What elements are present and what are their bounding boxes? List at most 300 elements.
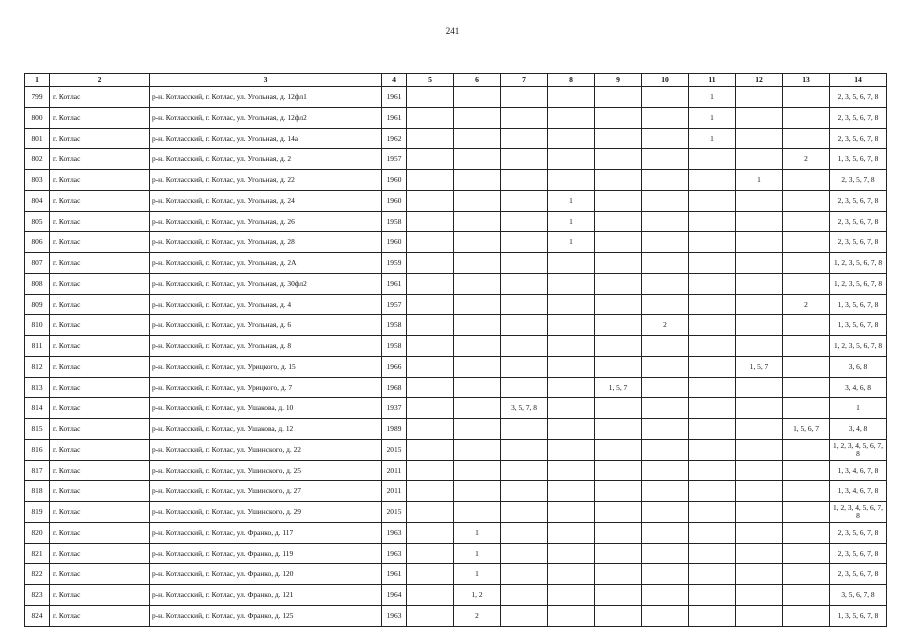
table-cell-col-9	[595, 605, 642, 626]
table-row	[25, 439, 887, 460]
table-cell-col-10	[642, 605, 689, 626]
table-cell-col-14: 1, 2, 3, 4, 5, 6, 7, 8	[830, 439, 887, 460]
table-cell-col-8: 1	[548, 232, 595, 253]
table-cell-col-11	[689, 170, 736, 191]
table-cell-col-4: 1960	[382, 232, 407, 253]
table-cell-col-14: 2, 3, 5, 6, 7, 8	[830, 522, 887, 543]
table-cell-col-5	[407, 398, 454, 419]
table-cell-col-9	[595, 190, 642, 211]
table-cell-col-11	[689, 605, 736, 626]
table-cell-col-8	[548, 522, 595, 543]
table-cell-col-7: 3, 5, 7, 8	[501, 398, 548, 419]
table-cell-col-10: 2	[642, 315, 689, 336]
table-cell-col-3: р-н. Котласский, г. Котлас, ул. Угольная, д. 12фл1	[150, 87, 382, 108]
column-header-8: 8	[548, 74, 595, 87]
table-cell-col-11	[689, 253, 736, 274]
table-cell-col-7	[501, 107, 548, 128]
table-cell-col-8	[548, 294, 595, 315]
table-cell-col-10	[642, 128, 689, 149]
table-cell-col-7	[501, 564, 548, 585]
table-cell-col-11	[689, 377, 736, 398]
table-cell-col-14: 2, 3, 5, 6, 7, 8	[830, 564, 887, 585]
table-cell-col-12	[736, 564, 783, 585]
table-cell-col-1: 811	[25, 336, 50, 357]
table-cell-col-4: 1960	[382, 190, 407, 211]
table-row	[25, 543, 887, 564]
table-cell-col-11: 1	[689, 107, 736, 128]
table-cell-col-10	[642, 377, 689, 398]
table-cell-col-8	[548, 107, 595, 128]
table-cell-col-2: г. Котлас	[50, 128, 150, 149]
table-cell-col-8	[548, 502, 595, 523]
register-table-wrapper	[24, 73, 886, 627]
table-cell-col-6	[454, 315, 501, 336]
column-header-12: 12	[736, 74, 783, 87]
table-cell-col-10	[642, 564, 689, 585]
table-cell-col-13	[783, 377, 830, 398]
table-cell-col-10	[642, 543, 689, 564]
table-row	[25, 294, 887, 315]
table-cell-col-7	[501, 232, 548, 253]
table-cell-col-9	[595, 481, 642, 502]
table-cell-col-7	[501, 543, 548, 564]
table-cell-col-9	[595, 232, 642, 253]
table-cell-col-1: 801	[25, 128, 50, 149]
table-cell-col-6	[454, 419, 501, 440]
table-cell-col-1: 807	[25, 253, 50, 274]
table-cell-col-1: 803	[25, 170, 50, 191]
table-header-row	[25, 74, 887, 87]
table-cell-col-9	[595, 502, 642, 523]
table-cell-col-13	[783, 356, 830, 377]
table-cell-col-3: р-н. Котласский, г. Котлас, ул. Франко, д. 120	[150, 564, 382, 585]
table-cell-col-4: 1964	[382, 585, 407, 606]
table-cell-col-6	[454, 481, 501, 502]
table-cell-col-9	[595, 419, 642, 440]
table-cell-col-13	[783, 543, 830, 564]
table-cell-col-9	[595, 336, 642, 357]
column-header-11: 11	[689, 74, 736, 87]
table-cell-col-14: 3, 4, 8	[830, 419, 887, 440]
table-cell-col-4: 2015	[382, 439, 407, 460]
table-cell-col-3: р-н. Котласский, г. Котлас, ул. Франко, д. 125	[150, 605, 382, 626]
table-cell-col-3: р-н. Котласский, г. Котлас, ул. Франко, д. 119	[150, 543, 382, 564]
table-cell-col-6	[454, 336, 501, 357]
table-cell-col-11	[689, 439, 736, 460]
table-cell-col-1: 804	[25, 190, 50, 211]
table-cell-col-13	[783, 315, 830, 336]
table-cell-col-12	[736, 377, 783, 398]
table-cell-col-12	[736, 522, 783, 543]
table-row	[25, 190, 887, 211]
table-cell-col-13	[783, 273, 830, 294]
table-cell-col-10	[642, 232, 689, 253]
table-cell-col-9	[595, 439, 642, 460]
column-header-3: 3	[150, 74, 382, 87]
table-cell-col-14: 2, 3, 5, 6, 7, 8	[830, 87, 887, 108]
table-cell-col-13: 2	[783, 294, 830, 315]
table-cell-col-6	[454, 460, 501, 481]
table-cell-col-11	[689, 460, 736, 481]
table-cell-col-10	[642, 522, 689, 543]
table-body	[25, 87, 887, 627]
table-cell-col-3: р-н. Котласский, г. Котлас, ул. Ушинского, д. 29	[150, 502, 382, 523]
table-cell-col-6: 1	[454, 522, 501, 543]
table-cell-col-2: г. Котлас	[50, 398, 150, 419]
table-cell-col-13	[783, 460, 830, 481]
table-cell-col-2: г. Котлас	[50, 377, 150, 398]
table-cell-col-3: р-н. Котласский, г. Котлас, ул. Франко, д. 117	[150, 522, 382, 543]
table-cell-col-11	[689, 585, 736, 606]
table-cell-col-9	[595, 398, 642, 419]
table-cell-col-5	[407, 502, 454, 523]
table-cell-col-10	[642, 253, 689, 274]
table-cell-col-12	[736, 273, 783, 294]
table-cell-col-3: р-н. Котласский, г. Котлас, ул. Угольная, д. 12фл2	[150, 107, 382, 128]
table-cell-col-6: 1	[454, 543, 501, 564]
table-cell-col-5	[407, 87, 454, 108]
table-cell-col-12	[736, 439, 783, 460]
table-cell-col-4: 1959	[382, 253, 407, 274]
table-cell-col-8	[548, 460, 595, 481]
table-cell-col-13	[783, 605, 830, 626]
table-cell-col-6	[454, 107, 501, 128]
table-row	[25, 585, 887, 606]
table-cell-col-5	[407, 439, 454, 460]
table-cell-col-12	[736, 149, 783, 170]
table-cell-col-7	[501, 502, 548, 523]
table-row	[25, 107, 887, 128]
table-cell-col-12	[736, 460, 783, 481]
table-cell-col-10	[642, 107, 689, 128]
table-cell-col-2: г. Котлас	[50, 107, 150, 128]
table-cell-col-12	[736, 211, 783, 232]
table-cell-col-7	[501, 211, 548, 232]
table-cell-col-10	[642, 190, 689, 211]
table-cell-col-7	[501, 377, 548, 398]
table-row	[25, 398, 887, 419]
table-cell-col-4: 1963	[382, 522, 407, 543]
table-cell-col-2: г. Котлас	[50, 605, 150, 626]
table-cell-col-13	[783, 481, 830, 502]
table-row	[25, 211, 887, 232]
table-cell-col-1: 816	[25, 439, 50, 460]
table-cell-col-9	[595, 543, 642, 564]
table-cell-col-3: р-н. Котласский, г. Котлас, ул. Франко, д. 121	[150, 585, 382, 606]
table-cell-col-11	[689, 149, 736, 170]
table-cell-col-9	[595, 585, 642, 606]
table-cell-col-13	[783, 522, 830, 543]
table-cell-col-2: г. Котлас	[50, 439, 150, 460]
table-row	[25, 522, 887, 543]
table-cell-col-11: 1	[689, 87, 736, 108]
table-cell-col-1: 823	[25, 585, 50, 606]
table-cell-col-4: 1989	[382, 419, 407, 440]
table-row	[25, 356, 887, 377]
table-cell-col-11	[689, 356, 736, 377]
table-row	[25, 87, 887, 108]
table-cell-col-2: г. Котлас	[50, 522, 150, 543]
table-cell-col-13	[783, 439, 830, 460]
table-cell-col-14: 2, 3, 5, 6, 7, 8	[830, 543, 887, 564]
table-cell-col-5	[407, 107, 454, 128]
table-cell-col-12	[736, 315, 783, 336]
table-cell-col-6	[454, 502, 501, 523]
table-cell-col-3: р-н. Котласский, г. Котлас, ул. Угольная, д. 14а	[150, 128, 382, 149]
table-cell-col-4: 1937	[382, 398, 407, 419]
column-header-2: 2	[50, 74, 150, 87]
table-cell-col-14: 1, 3, 5, 6, 7, 8	[830, 315, 887, 336]
table-cell-col-3: р-н. Котласский, г. Котлас, ул. Ушакова, д. 10	[150, 398, 382, 419]
table-cell-col-12	[736, 107, 783, 128]
table-cell-col-12	[736, 336, 783, 357]
table-cell-col-7	[501, 605, 548, 626]
table-cell-col-4: 1963	[382, 543, 407, 564]
table-cell-col-8	[548, 149, 595, 170]
table-cell-col-4: 1961	[382, 107, 407, 128]
table-cell-col-5	[407, 294, 454, 315]
table-cell-col-3: р-н. Котласский, г. Котлас, ул. Урицкого, д. 15	[150, 356, 382, 377]
table-cell-col-7	[501, 460, 548, 481]
table-cell-col-4: 1963	[382, 605, 407, 626]
table-cell-col-1: 818	[25, 481, 50, 502]
table-cell-col-11	[689, 502, 736, 523]
table-cell-col-13	[783, 232, 830, 253]
column-header-7: 7	[501, 74, 548, 87]
table-cell-col-14: 1, 2, 3, 4, 5, 6, 7, 8	[830, 502, 887, 523]
table-cell-col-1: 799	[25, 87, 50, 108]
table-cell-col-7	[501, 87, 548, 108]
column-header-9: 9	[595, 74, 642, 87]
table-cell-col-8: 1	[548, 211, 595, 232]
table-cell-col-2: г. Котлас	[50, 273, 150, 294]
table-row	[25, 253, 887, 274]
table-cell-col-14: 2, 3, 5, 6, 7, 8	[830, 211, 887, 232]
table-cell-col-6	[454, 273, 501, 294]
table-cell-col-9	[595, 211, 642, 232]
table-cell-col-13: 1, 5, 6, 7	[783, 419, 830, 440]
table-cell-col-7	[501, 273, 548, 294]
table-cell-col-11	[689, 294, 736, 315]
table-cell-col-6	[454, 211, 501, 232]
table-cell-col-14: 1, 2, 3, 5, 6, 7, 8	[830, 336, 887, 357]
table-cell-col-3: р-н. Котласский, г. Котлас, ул. Ушинского, д. 27	[150, 481, 382, 502]
column-header-6: 6	[454, 74, 501, 87]
table-cell-col-14: 3, 4, 6, 8	[830, 377, 887, 398]
table-cell-col-6	[454, 87, 501, 108]
table-cell-col-5	[407, 585, 454, 606]
table-cell-col-1: 819	[25, 502, 50, 523]
table-cell-col-10	[642, 273, 689, 294]
table-cell-col-4: 1958	[382, 315, 407, 336]
table-cell-col-9	[595, 107, 642, 128]
table-row	[25, 605, 887, 626]
table-cell-col-3: р-н. Котласский, г. Котлас, ул. Угольная, д. 2А	[150, 253, 382, 274]
table-cell-col-12	[736, 605, 783, 626]
table-cell-col-10	[642, 419, 689, 440]
table-cell-col-3: р-н. Котласский, г. Котлас, ул. Угольная, д. 22	[150, 170, 382, 191]
table-cell-col-9	[595, 294, 642, 315]
table-cell-col-2: г. Котлас	[50, 315, 150, 336]
table-cell-col-10	[642, 481, 689, 502]
table-cell-col-12	[736, 502, 783, 523]
table-cell-col-6	[454, 356, 501, 377]
table-cell-col-4: 2015	[382, 502, 407, 523]
table-row	[25, 315, 887, 336]
table-cell-col-11	[689, 190, 736, 211]
table-cell-col-11	[689, 211, 736, 232]
table-cell-col-7	[501, 128, 548, 149]
column-header-4: 4	[382, 74, 407, 87]
table-cell-col-7	[501, 253, 548, 274]
table-cell-col-5	[407, 149, 454, 170]
table-cell-col-1: 822	[25, 564, 50, 585]
table-cell-col-4: 1958	[382, 211, 407, 232]
table-cell-col-12	[736, 481, 783, 502]
table-cell-col-8	[548, 564, 595, 585]
table-cell-col-2: г. Котлас	[50, 502, 150, 523]
table-cell-col-8	[548, 170, 595, 191]
table-row	[25, 419, 887, 440]
table-cell-col-4: 1960	[382, 170, 407, 191]
table-cell-col-1: 813	[25, 377, 50, 398]
table-cell-col-1: 824	[25, 605, 50, 626]
table-cell-col-4: 1958	[382, 336, 407, 357]
table-cell-col-6	[454, 253, 501, 274]
table-cell-col-8	[548, 128, 595, 149]
table-cell-col-14: 1, 2, 3, 5, 6, 7, 8	[830, 253, 887, 274]
table-cell-col-2: г. Котлас	[50, 170, 150, 191]
table-cell-col-10	[642, 149, 689, 170]
table-cell-col-10	[642, 170, 689, 191]
table-cell-col-9	[595, 522, 642, 543]
table-cell-col-3: р-н. Котласский, г. Котлас, ул. Угольная, д. 6	[150, 315, 382, 336]
table-cell-col-11	[689, 543, 736, 564]
table-cell-col-6	[454, 170, 501, 191]
table-row	[25, 460, 887, 481]
table-cell-col-14: 1, 3, 4, 6, 7, 8	[830, 460, 887, 481]
table-cell-col-3: р-н. Котласский, г. Котлас, ул. Угольная, д. 24	[150, 190, 382, 211]
table-cell-col-1: 808	[25, 273, 50, 294]
table-cell-col-14: 2, 3, 5, 7, 8	[830, 170, 887, 191]
table-cell-col-13	[783, 502, 830, 523]
table-cell-col-2: г. Котлас	[50, 253, 150, 274]
table-cell-col-7	[501, 419, 548, 440]
table-cell-col-14: 1, 3, 5, 6, 7, 8	[830, 294, 887, 315]
table-cell-col-2: г. Котлас	[50, 149, 150, 170]
table-cell-col-6	[454, 398, 501, 419]
table-cell-col-9	[595, 273, 642, 294]
table-cell-col-4: 1966	[382, 356, 407, 377]
table-cell-col-9	[595, 170, 642, 191]
table-cell-col-14: 1, 3, 5, 6, 7, 8	[830, 605, 887, 626]
table-cell-col-6	[454, 294, 501, 315]
table-cell-col-6	[454, 128, 501, 149]
table-cell-col-5	[407, 377, 454, 398]
table-cell-col-11	[689, 336, 736, 357]
table-cell-col-5	[407, 564, 454, 585]
table-cell-col-13	[783, 107, 830, 128]
table-cell-col-3: р-н. Котласский, г. Котлас, ул. Угольная, д. 26	[150, 211, 382, 232]
table-cell-col-9	[595, 460, 642, 481]
table-cell-col-11	[689, 564, 736, 585]
table-cell-col-8	[548, 87, 595, 108]
table-cell-col-2: г. Котлас	[50, 419, 150, 440]
table-cell-col-13	[783, 87, 830, 108]
table-cell-col-14: 2, 3, 5, 6, 7, 8	[830, 128, 887, 149]
table-cell-col-5	[407, 273, 454, 294]
table-cell-col-9	[595, 564, 642, 585]
table-cell-col-3: р-н. Котласский, г. Котлас, ул. Угольная, д. 30фл2	[150, 273, 382, 294]
table-cell-col-3: р-н. Котласский, г. Котлас, ул. Ушинского, д. 22	[150, 439, 382, 460]
table-cell-col-1: 821	[25, 543, 50, 564]
table-cell-col-1: 817	[25, 460, 50, 481]
table-cell-col-9	[595, 128, 642, 149]
table-cell-col-9	[595, 87, 642, 108]
table-cell-col-1: 809	[25, 294, 50, 315]
table-cell-col-5	[407, 543, 454, 564]
table-cell-col-5	[407, 419, 454, 440]
table-cell-col-2: г. Котлас	[50, 294, 150, 315]
table-cell-col-10	[642, 502, 689, 523]
table-cell-col-13	[783, 253, 830, 274]
table-cell-col-7	[501, 294, 548, 315]
table-cell-col-5	[407, 336, 454, 357]
table-cell-col-12	[736, 87, 783, 108]
table-cell-col-1: 800	[25, 107, 50, 128]
table-cell-col-6: 2	[454, 605, 501, 626]
table-cell-col-4: 1961	[382, 273, 407, 294]
column-header-14: 14	[830, 74, 887, 87]
table-cell-col-14: 1	[830, 398, 887, 419]
table-cell-col-5	[407, 315, 454, 336]
table-cell-col-10	[642, 439, 689, 460]
table-cell-col-4: 1961	[382, 87, 407, 108]
table-cell-col-6: 1	[454, 564, 501, 585]
table-cell-col-3: р-н. Котласский, г. Котлас, ул. Ушакова, д. 12	[150, 419, 382, 440]
table-row	[25, 336, 887, 357]
table-cell-col-14: 2, 3, 5, 6, 7, 8	[830, 190, 887, 211]
table-cell-col-13	[783, 211, 830, 232]
table-row	[25, 149, 887, 170]
table-cell-col-3: р-н. Котласский, г. Котлас, ул. Угольная, д. 8	[150, 336, 382, 357]
table-cell-col-13	[783, 336, 830, 357]
table-cell-col-8	[548, 377, 595, 398]
table-cell-col-4: 1957	[382, 294, 407, 315]
table-cell-col-11	[689, 315, 736, 336]
table-cell-col-4: 1968	[382, 377, 407, 398]
table-cell-col-11	[689, 481, 736, 502]
table-cell-col-8	[548, 543, 595, 564]
table-cell-col-12: 1, 5, 7	[736, 356, 783, 377]
table-cell-col-12	[736, 190, 783, 211]
table-cell-col-6: 1, 2	[454, 585, 501, 606]
table-cell-col-14: 1, 2, 3, 5, 6, 7, 8	[830, 273, 887, 294]
table-cell-col-8	[548, 273, 595, 294]
table-cell-col-9	[595, 356, 642, 377]
column-header-13: 13	[783, 74, 830, 87]
table-cell-col-13	[783, 170, 830, 191]
table-cell-col-1: 810	[25, 315, 50, 336]
page-number: 241	[445, 26, 460, 36]
table-cell-col-4: 2011	[382, 460, 407, 481]
table-cell-col-7	[501, 356, 548, 377]
table-row	[25, 377, 887, 398]
table-cell-col-1: 805	[25, 211, 50, 232]
table-cell-col-5	[407, 232, 454, 253]
table-cell-col-8	[548, 398, 595, 419]
table-cell-col-11	[689, 522, 736, 543]
